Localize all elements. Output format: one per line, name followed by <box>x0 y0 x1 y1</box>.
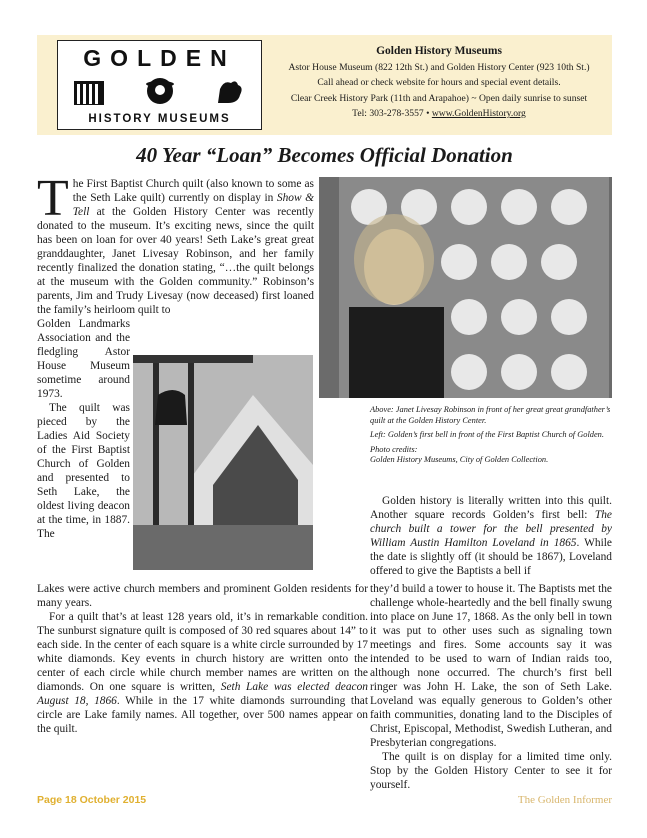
paragraph-1-text-b: at the Golden History Center was recently donated to the museum. It’s exciting news, since the quilt has been on loan for over 40 years! Seth Lake’s great great granddaughter, Janet Livesay Robinson, and her family recently finalized the donation stating, “…the quilt belongs at the museum with the Golden community.” Robinson’s parents, Jim and Trudy Livesay (now deceased) first loaned the family’s heirloom quilt to <box>37 206 314 316</box>
caption-above: Above: Janet Livesay Robinson in front of her great great grandfather’s quilt at the Golden History Center. <box>370 405 611 425</box>
page-number: Page 18 October 2015 <box>37 794 147 806</box>
bell-tower-photo-image <box>133 355 313 570</box>
photo-credits-text: Golden History Museums, City of Golden Collection. <box>370 455 549 464</box>
publication-name: The Golden Informer <box>517 794 612 806</box>
photo-credits-label: Photo credits: <box>370 444 418 454</box>
bell-inscription: The church built a tower for the bell presented by William Austin Hamilton Loveland in 1865 <box>370 509 612 549</box>
paragraph-r2: The quilt is on display for a limited time only. Stop by the Golden History Center to see it for yourself. <box>370 751 612 791</box>
phone-text: Tel: 303-278-3557 • <box>352 108 432 119</box>
paragraph-1-text-a: he First Baptist Church quilt (also known to some as the Seth Lake quilt) currently on display in <box>72 178 314 204</box>
golden-history-museums-logo <box>57 40 262 130</box>
logo-icons <box>68 75 251 107</box>
museum-info-contact <box>269 106 609 122</box>
article-right-column <box>370 494 612 578</box>
paragraph-2: The quilt was pieced by the Ladies Aid Society of the First Baptist Church of Golden and presented to Seth Lake, the oldest living deacon at the time, in 1887. The <box>37 402 130 540</box>
paragraph-2-cont: Lakes were active church members and prominent Golden residents for many years. <box>37 583 368 609</box>
masthead <box>37 35 612 135</box>
photo-credits <box>370 445 612 466</box>
paragraph-1 <box>37 170 314 317</box>
article-headline: 40 Year “Loan” Becomes Official Donation <box>136 143 513 167</box>
quilt-inscription: Seth Lake was elected deacon August 18, 1866 <box>37 681 368 707</box>
drop-cap: T <box>37 170 69 227</box>
narrow-text-block <box>37 317 130 541</box>
paragraph-3-text-b: . While in the 17 white diamonds surrounding that circle are Lake family names. All together, over 500 names appear on the quilt. <box>37 695 368 735</box>
paragraph-r1-text-a: Golden history is literally written into this quilt. Another square records Golden’s first bell: <box>370 495 612 521</box>
paragraph-3-text-a: For a quilt that’s at least 128 years old, it’s in remarkable condition. The sunburst signature quilt is composed of 30 red squares about 14” to each side. In the center of each square is a white circle surrounded by 17 white diamonds. Key events in church history are written onto the center of each circle while church member names are written on the diamonds. On one square is written, <box>37 611 368 693</box>
rooster-icon <box>218 81 242 103</box>
paragraph-3 <box>37 610 368 736</box>
museum-info <box>269 44 609 122</box>
paragraph-1-cont: Golden Landmarks Association and the fledgling Astor House Museum sometime around 1973. <box>37 318 130 400</box>
logo-wordmark-bottom: HISTORY MUSEUMS <box>88 113 231 125</box>
article-bottom-right <box>370 582 612 792</box>
page-footer <box>37 794 612 812</box>
paragraph-r1-text-b: . While the date is slightly off (it should be 1867), Loveland offered to give the Baptists a bell if <box>370 537 612 577</box>
museum-info-line-3: Clear Creek History Park (11th and Arapahoe) ~ Open daily sunrise to sunset <box>290 92 588 104</box>
article-bottom-left <box>37 582 368 736</box>
website-link[interactable]: www.GoldenHistory.org <box>431 108 526 119</box>
museum-info-title: Golden History Museums <box>376 45 502 57</box>
photo-captions <box>370 405 612 470</box>
exhibit-name: Show & Tell <box>72 192 314 218</box>
paragraph-r1 <box>370 494 612 578</box>
paragraph-r1-cont: they’d build a tower to house it. The Baptists met the challenge whole-heartedly and the bell finally swung into place on June 17, 1868. As the only bell in town it was put to other uses such as signaling town meetings and fires. Some accounts say it was intended to be used to warn of Indian raids too, although none occurred. The church’s first bell ringer was John H. Lake, the son of Seth Lake. Loveland was equally generous to Golden’s other faith communities, donating land to the Disciples of Christ, Episcopal, Methodist, Swedish Lutheran, and Presbyterian congregations. <box>370 583 612 749</box>
museum-info-line-2: Call ahead or check website for hours and special event details. <box>317 77 561 88</box>
quilt-photo-image <box>319 177 612 398</box>
quilt-photo <box>319 177 612 398</box>
logo-wordmark-top: GOLDEN <box>83 45 236 71</box>
cabin-icon <box>74 81 104 105</box>
bell-tower-photo <box>133 355 313 570</box>
museum-info-line-1: Astor House Museum (822 12th St.) and Golden History Center (923 10th St.) <box>288 61 590 73</box>
pioneer-icon <box>146 78 174 104</box>
caption-left: Left: Golden’s first bell in front of the First Baptist Church of Golden. <box>370 430 604 439</box>
